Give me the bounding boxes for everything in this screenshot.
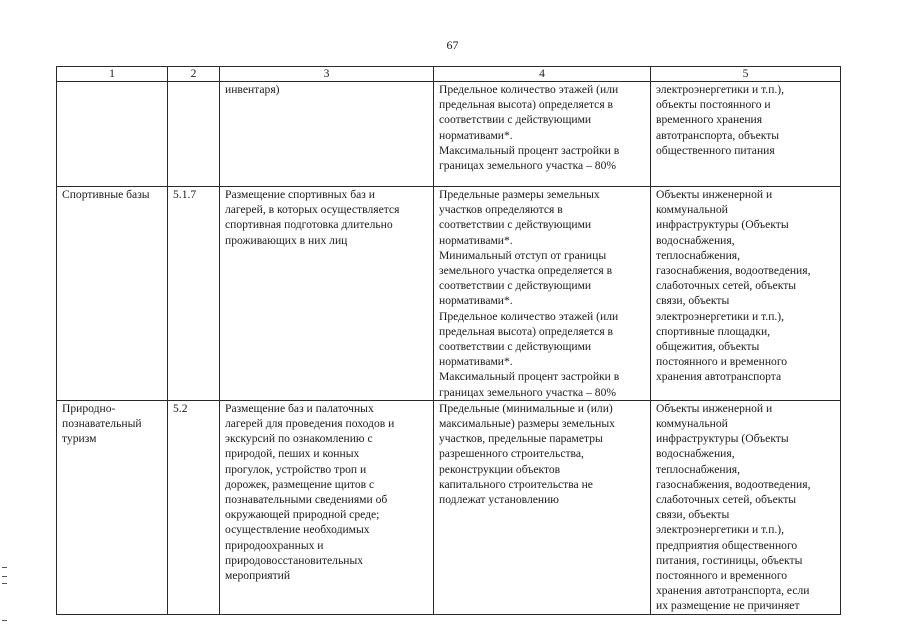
use-description-cell: Размещение баз и палаточных лагерей для проведения походов и экскурсий по ознакомлению с природой, пеших и конных прогулок, устройство троп и дорожек, размещение щитов с познавательными сведениями об окружающей природной среде; осуществление необходимых природоохранных и природовосстановительных мероприятий — [220, 400, 434, 614]
use-code-cell: 5.1.7 — [168, 187, 220, 401]
table-header-row — [57, 67, 841, 82]
objects-cell: Объекты инженерной и коммунальной инфраструктуры (Объекты водоснабжения, теплоснабжения, газоснабжения, водоотведения, слаботочных сетей, объекты связи, объекты электроэнергетики и т.п.), предприятия общественного питания, гостиницы, объекты постоянного и временного хранения автотранспорта, если их размещение не причиняет — [651, 400, 841, 614]
use-name-cell: Спортивные базы — [57, 187, 168, 401]
use-code-cell: 5.2 — [168, 400, 220, 614]
parameters-cell: Предельные размеры земельных участков определяются в соответствии с действующими нормативами*. Минимальный отступ от границы земельного участка определяется в соответствии с действующими нормативами*. Предельное количество этажей (или предельная высота) определяется в соответствии с действующими нормативами*. Максимальный процент застройки в границах земельного участка – 80% — [434, 187, 651, 401]
use-code-cell — [168, 82, 220, 187]
use-description-cell: Размещение спортивных баз и лагерей, в которых осуществляется спортивная подготовка длительно проживающих в них лиц — [220, 187, 434, 401]
use-name-cell: Природно- познавательный туризм — [57, 400, 168, 614]
table-row — [57, 187, 841, 401]
table-row — [57, 400, 841, 614]
column-header-2: 2 — [168, 67, 220, 82]
column-header-3: 3 — [220, 67, 434, 82]
parameters-cell: Предельное количество этажей (или предельная высота) определяется в соответствии с действующими нормативами*. Максимальный процент застройки в границах земельного участка – 80% — [434, 82, 651, 187]
column-header-4: 4 — [434, 67, 651, 82]
objects-cell: электроэнергетики и т.п.), объекты постоянного и временного хранения автотранспорта, объекты общественного питания — [651, 82, 841, 187]
use-description-cell: инвентаря) — [220, 82, 434, 187]
margin-mark — [2, 583, 7, 584]
margin-mark — [2, 620, 7, 621]
use-name-cell — [57, 82, 168, 187]
parameters-cell: Предельные (минимальные и (или) максимальные) размеры земельных участков, предельные параметры разрешенного строительства, реконструкции объектов капитального строительства не подлежат установлению — [434, 400, 651, 614]
margin-mark — [2, 567, 7, 568]
column-header-1: 1 — [57, 67, 168, 82]
margin-mark — [2, 576, 7, 577]
table-row — [57, 82, 841, 187]
land-use-table — [56, 66, 841, 615]
objects-cell: Объекты инженерной и коммунальной инфраструктуры (Объекты водоснабжения, теплоснабжения, газоснабжения, водоотведения, слаботочных сетей, объекты связи, объекты электроэнергетики и т.п.), спортивные площадки, общежития, объекты постоянного и временного хранения автотранспорта — [651, 187, 841, 401]
column-header-5: 5 — [651, 67, 841, 82]
page-number: 67 — [446, 38, 459, 52]
